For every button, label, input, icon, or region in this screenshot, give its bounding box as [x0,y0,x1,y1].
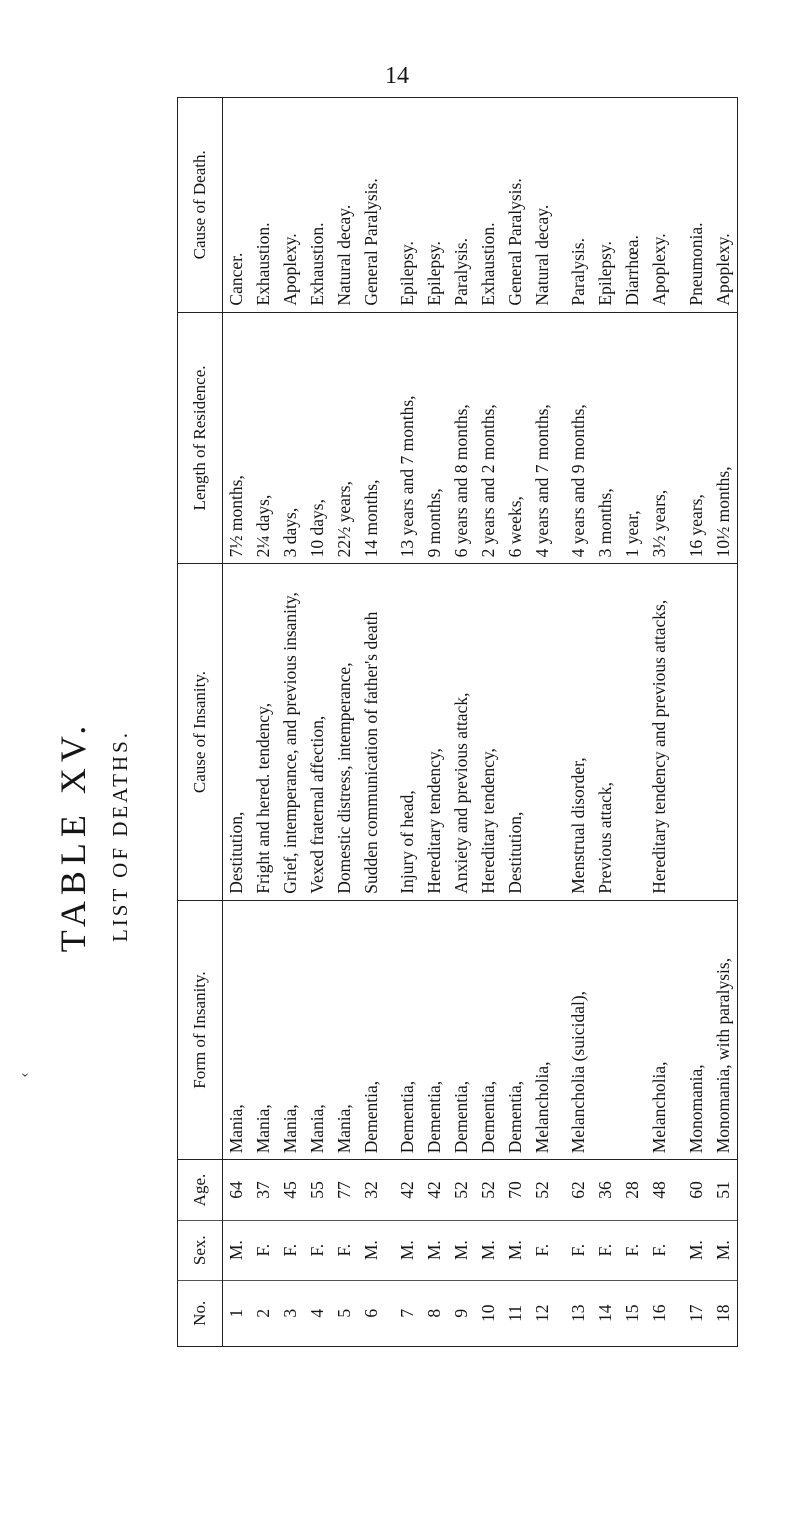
deaths-table-frame [177,97,738,1347]
cell-cause-of-insanity: Previous attack, [592,564,619,900]
cell-length-of-residence: 22½ years, [331,312,358,564]
cell-sex: M. [683,1220,710,1280]
cell-no: 2 [252,1308,273,1318]
spacer-cell [556,1280,566,1346]
spacer-cell [556,1160,566,1220]
table-row [683,98,710,1346]
cell-form-of-insanity: Mania, [277,900,304,1160]
spacer-cell [385,564,395,900]
cell-cause-of-insanity [710,564,737,900]
table-row [277,98,304,1346]
cell-no: 14 [595,1304,616,1323]
spacer-cell [385,1160,395,1220]
cell-cause-of-death: Paralysis. [448,98,475,312]
cell-cause-of-death: Cancer. [223,98,250,312]
cell-sex: F. [619,1220,646,1280]
page-number: 14 [385,63,409,89]
cell-no: 12 [531,1304,552,1323]
cell-length-of-residence: 10½ months, [710,312,737,564]
cell-cause-of-death: General Paralysis. [358,98,385,312]
spacer-cell [673,1160,683,1220]
cell-length-of-residence: 1 year, [619,312,646,564]
spacer-cell [673,98,683,312]
cell-form-of-insanity: Dementia, [448,900,475,1160]
cell-cause-of-death: Exhaustion. [475,98,502,312]
cell-cause-of-insanity: Anxiety and previous attack, [448,564,475,900]
table-row [223,98,250,1346]
cell-cause-of-death: Exhaustion. [304,98,331,312]
cell-sex: M. [448,1220,475,1280]
cell-age: 51 [710,1160,737,1220]
cell-length-of-residence: 7½ months, [223,312,250,564]
margin-mark: ‹ [15,1072,33,1078]
cell-no: 17 [685,1304,706,1323]
cell-no: 11 [504,1304,525,1322]
cell-sex: M. [710,1220,737,1280]
cell-length-of-residence: 14 months, [358,312,385,564]
cell-cause-of-insanity [683,564,710,900]
cell-cause-of-insanity: Fright and hered. tendency, [250,564,277,900]
cell-no: 9 [451,1308,472,1318]
cell-form-of-insanity: Melancholia, [529,900,556,1160]
cell-no: 10 [477,1304,498,1323]
cell-form-of-insanity: Dementia, [394,900,421,1160]
cell-sex: F. [565,1220,592,1280]
cell-no: 18 [712,1304,733,1323]
spacer-cell [385,1280,395,1346]
cell-form-of-insanity: Dementia, [502,900,529,1160]
table-row [475,98,502,1346]
cell-length-of-residence: 4 years and 7 months, [529,312,556,564]
list-of-deaths-table [178,98,737,1346]
cell-sex: F. [304,1220,331,1280]
cell-cause-of-death: Natural decay. [529,98,556,312]
cell-age: 28 [619,1160,646,1220]
cell-length-of-residence: 4 years and 9 months, [565,312,592,564]
cell-age: 64 [223,1160,250,1220]
table-row [619,98,646,1346]
cell-age: 42 [421,1160,448,1220]
cell-cause-of-insanity: Hereditary tendency, [421,564,448,900]
table-row [710,98,737,1346]
cell-cause-of-death: Epilepsy. [592,98,619,312]
cell-cause-of-death: Epilepsy. [394,98,421,312]
cell-age: 60 [683,1160,710,1220]
cell-sex: M. [358,1220,385,1280]
cell-no: 3 [279,1308,300,1318]
spacer-cell [385,1220,395,1280]
cell-form-of-insanity: Mania, [223,900,250,1160]
cell-length-of-residence: 6 years and 8 months, [448,312,475,564]
table-row [331,98,358,1346]
cell-sex: M. [394,1220,421,1280]
cell-cause-of-insanity: Sudden communication of father's death [358,564,385,900]
cell-length-of-residence: 2 years and 2 months, [475,312,502,564]
cell-form-of-insanity [592,900,619,1160]
cell-no: 1 [225,1308,246,1318]
spacer-cell [556,98,566,312]
table-row [646,98,673,1346]
cell-age: 45 [277,1160,304,1220]
cell-form-of-insanity: Mania, [304,900,331,1160]
cell-cause-of-death: Pneumonia. [683,98,710,312]
spacer-cell [385,98,395,312]
header-cause-of-insanity: Cause of Insanity. [178,564,223,900]
cell-age: 70 [502,1160,529,1220]
cell-form-of-insanity: Dementia, [475,900,502,1160]
cell-length-of-residence: 6 weeks, [502,312,529,564]
table-row [565,98,592,1346]
cell-form-of-insanity: Monomania, [683,900,710,1160]
cell-age: 77 [331,1160,358,1220]
cell-age: 62 [565,1160,592,1220]
cell-form-of-insanity: Monomania, with paralysis, [710,900,737,1160]
row-spacer [556,98,566,1346]
spacer-cell [556,900,566,1160]
cell-sex: M. [223,1220,250,1280]
cell-length-of-residence: 3½ years, [646,312,673,564]
table-row [592,98,619,1346]
header-sex: Sex. [178,1220,223,1280]
cell-cause-of-death: Natural decay. [331,98,358,312]
cell-no: 16 [649,1304,670,1323]
header-length-of-residence: Length of Residence. [178,312,223,564]
cell-form-of-insanity: Melancholia, [646,900,673,1160]
cell-cause-of-insanity: Hereditary tendency, [475,564,502,900]
header-no: No. [178,1280,223,1346]
cell-cause-of-insanity: Destitution, [223,564,250,900]
cell-form-of-insanity: Mania, [331,900,358,1160]
cell-no: 13 [568,1304,589,1323]
cell-sex: F. [277,1220,304,1280]
spacer-cell [556,312,566,564]
cell-cause-of-insanity [529,564,556,900]
cell-cause-of-insanity: Destitution, [502,564,529,900]
cell-sex: M. [475,1220,502,1280]
spacer-cell [673,312,683,564]
cell-length-of-residence: 16 years, [683,312,710,564]
table-row [250,98,277,1346]
table-subtitle: LIST OF DEATHS. [108,729,132,943]
cell-sex: F. [331,1220,358,1280]
row-spacer [673,98,683,1346]
cell-cause-of-death: General Paralysis. [502,98,529,312]
cell-age: 52 [529,1160,556,1220]
cell-cause-of-death: Apoplexy. [646,98,673,312]
table-row [448,98,475,1346]
spacer-cell [556,564,566,900]
cell-no: 6 [360,1308,381,1318]
spacer-cell [673,1280,683,1346]
cell-sex: F. [592,1220,619,1280]
cell-form-of-insanity [619,900,646,1160]
cell-cause-of-insanity [619,564,646,900]
rotated-table-container [178,98,737,1346]
cell-length-of-residence: 3 days, [277,312,304,564]
cell-sex: F. [250,1220,277,1280]
cell-no: 15 [622,1304,643,1323]
table-title: TABLE XV. [53,719,93,953]
cell-cause-of-insanity: Vexed fraternal affection, [304,564,331,900]
header-row [178,98,223,1346]
cell-no: 7 [397,1308,418,1318]
cell-cause-of-insanity: Hereditary tendency and previous attacks, [646,564,673,900]
cell-no: 8 [424,1308,445,1318]
cell-age: 52 [448,1160,475,1220]
cell-age: 48 [646,1160,673,1220]
cell-age: 32 [358,1160,385,1220]
cell-form-of-insanity: Mania, [250,900,277,1160]
header-cause-of-death: Cause of Death. [178,98,223,312]
spacer-cell [673,900,683,1160]
table-row [529,98,556,1346]
cell-length-of-residence: 9 months, [421,312,448,564]
cell-sex: M. [421,1220,448,1280]
cell-length-of-residence: 10 days, [304,312,331,564]
cell-sex: M. [502,1220,529,1280]
cell-age: 42 [394,1160,421,1220]
cell-cause-of-insanity: Injury of head, [394,564,421,900]
cell-cause-of-insanity: Grief, intemperance, and previous insanity, [277,564,304,900]
cell-age: 37 [250,1160,277,1220]
cell-length-of-residence: 3 months, [592,312,619,564]
cell-cause-of-death: Apoplexy. [277,98,304,312]
cell-cause-of-insanity: Domestic distress, intemperance, [331,564,358,900]
spacer-cell [385,312,395,564]
cell-length-of-residence: 2¼ days, [250,312,277,564]
cell-sex: F. [529,1220,556,1280]
table-row [502,98,529,1346]
table-row [358,98,385,1346]
header-form-of-insanity: Form of Insanity. [178,900,223,1160]
header-age: Age. [178,1160,223,1220]
cell-age: 55 [304,1160,331,1220]
spacer-cell [385,900,395,1160]
cell-age: 36 [592,1160,619,1220]
table-row [394,98,421,1346]
cell-form-of-insanity: Dementia, [358,900,385,1160]
cell-cause-of-death: Epilepsy. [421,98,448,312]
table-row [421,98,448,1346]
cell-no: 4 [306,1308,327,1318]
cell-sex: F. [646,1220,673,1280]
cell-cause-of-death: Paralysis. [565,98,592,312]
spacer-cell [556,1220,566,1280]
table-row [304,98,331,1346]
cell-cause-of-death: Diarrhœa. [619,98,646,312]
spacer-cell [673,1220,683,1280]
row-spacer [385,98,395,1346]
cell-age: 52 [475,1160,502,1220]
cell-length-of-residence: 13 years and 7 months, [394,312,421,564]
cell-form-of-insanity: Melancholia (suicidal), [565,900,592,1160]
cell-cause-of-death: Apoplexy. [710,98,737,312]
cell-form-of-insanity: Dementia, [421,900,448,1160]
cell-cause-of-death: Exhaustion. [250,98,277,312]
spacer-cell [673,564,683,900]
cell-cause-of-insanity: Menstrual disorder, [565,564,592,900]
cell-no: 5 [333,1308,354,1318]
